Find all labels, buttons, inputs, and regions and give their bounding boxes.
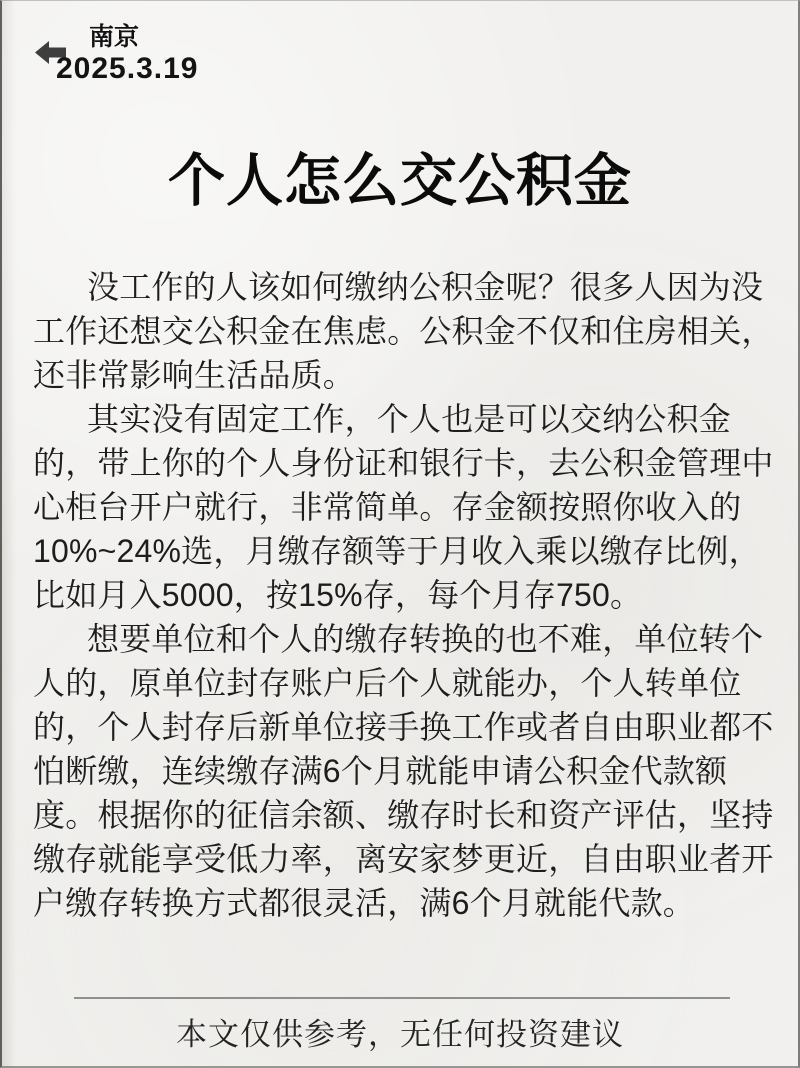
text-line: 人的，原单位封存账户后个人就能办，个人转单位 [33,665,742,701]
location-label: 南京 [89,23,140,51]
text-line: 的，个人封存后新单位接手换工作或者自由职业都不 [33,709,774,745]
date-label: 2025.3.19 [56,52,199,85]
footer-divider [74,997,730,999]
disclaimer-text: 本文仅供参考，无任何投资建议 [176,1017,624,1052]
article-body [33,265,773,925]
text-line: 其实没有固定工作，个人也是可以交纳公积金 [87,401,732,437]
text-line: 度。根据你的征信余额、缴存时长和资产评估，坚持 [33,797,774,833]
text-line: 缴存就能享受低力率，离安家梦更近，自由职业者开 [33,841,774,877]
text-line: 怕断缴，连续缴存满6个月就能申请公积金代款额 [33,753,728,789]
text-line: 想要单位和个人的缴存转换的也不难，单位转个 [87,621,764,657]
note-header [2,1,262,101]
text-line: 比如月入5000，按15%存，每个月存750。 [33,577,643,613]
text-line: 心柜台开户就行，非常简单。存金额按照你收入的 [33,489,742,525]
text-line: 还非常影响生活品质。 [33,357,356,393]
text-line: 户缴存转换方式都很灵活，满6个月就能代款。 [33,885,695,921]
page-title: 个人怎么交公积金 [168,149,632,213]
text-line: 没工作的人该如何缴纳公积金呢？很多人因为没 [87,269,764,305]
text-line: 10%~24%选，月缴存额等于月收入乘以缴存比例， [33,533,761,569]
text-line: 工作还想交公积金在焦虑。公积金不仅和住房相关， [33,313,774,349]
text-line: 的，带上你的个人身份证和银行卡，去公积金管理中 [33,445,774,481]
